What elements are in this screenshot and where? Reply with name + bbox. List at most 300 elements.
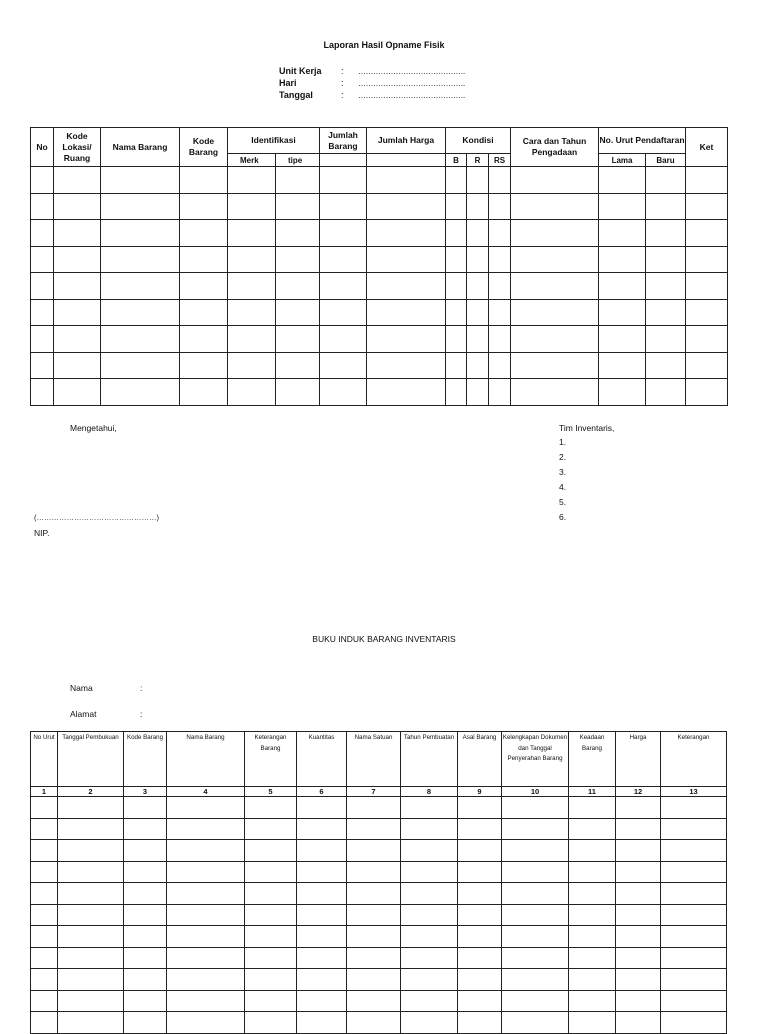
- table-cell: [511, 246, 599, 273]
- table-cell: [458, 926, 502, 948]
- table-cell: [245, 904, 297, 926]
- table-cell: [367, 379, 446, 406]
- table-cell: [276, 352, 320, 379]
- table-cell: [167, 1012, 245, 1034]
- table-cell: [367, 193, 446, 220]
- table-cell: [180, 379, 228, 406]
- table-cell: [124, 861, 167, 883]
- table-cell: [101, 352, 180, 379]
- table-cell: [347, 797, 401, 819]
- column-number: 8: [401, 787, 458, 797]
- alamat-label: Alamat: [70, 709, 97, 719]
- table-cell: [646, 193, 686, 220]
- header-cara-tahun: Cara dan Tahun Pengadaan: [511, 128, 599, 167]
- table-row: [31, 861, 727, 883]
- table-cell: [180, 220, 228, 247]
- header-kode-lokasi: Kode Lokasi/ Ruang: [54, 128, 101, 167]
- table-cell: [58, 818, 124, 840]
- table-cell: [511, 220, 599, 247]
- table-cell: [58, 947, 124, 969]
- column-number: 3: [124, 787, 167, 797]
- table-cell: [401, 904, 458, 926]
- table-cell: [511, 273, 599, 300]
- table-cell: [124, 904, 167, 926]
- table-cell: [320, 273, 367, 300]
- table-cell: [599, 220, 646, 247]
- table-cell: [245, 990, 297, 1012]
- tim-item: 3.: [559, 467, 567, 477]
- table-cell: [446, 299, 467, 326]
- table-cell: [124, 883, 167, 905]
- table-cell: [646, 273, 686, 300]
- table-cell: [228, 299, 276, 326]
- header-merk: Merk: [228, 154, 276, 167]
- table-cell: [569, 1012, 616, 1034]
- table-cell: [58, 969, 124, 991]
- table-cell: [489, 379, 511, 406]
- table-cell: [646, 167, 686, 194]
- table-cell: [646, 352, 686, 379]
- alamat-colon: :: [140, 709, 143, 719]
- table-cell: [167, 840, 245, 862]
- table-cell: [686, 273, 728, 300]
- table-cell: [101, 193, 180, 220]
- table-cell: [661, 861, 727, 883]
- table-cell: [320, 193, 367, 220]
- meta-dots-hari: …………………………………….: [358, 79, 465, 88]
- table-cell: [31, 883, 58, 905]
- table-cell: [58, 797, 124, 819]
- table-cell: [686, 352, 728, 379]
- table-cell: [276, 273, 320, 300]
- opname-table: [30, 127, 728, 406]
- table-cell: [502, 797, 569, 819]
- table-cell: [228, 246, 276, 273]
- buku-header: Kuantitas: [297, 732, 347, 787]
- table-cell: [661, 969, 727, 991]
- table-cell: [616, 818, 661, 840]
- table-cell: [367, 246, 446, 273]
- column-number: 1: [31, 787, 58, 797]
- table-cell: [167, 969, 245, 991]
- table-cell: [661, 818, 727, 840]
- table-cell: [31, 840, 58, 862]
- table-cell: [502, 947, 569, 969]
- meta-colon: :: [341, 90, 344, 100]
- table-cell: [467, 352, 489, 379]
- column-number: 5: [245, 787, 297, 797]
- table-cell: [31, 969, 58, 991]
- table-cell: [646, 326, 686, 353]
- table-row: [31, 969, 727, 991]
- column-number: 9: [458, 787, 502, 797]
- table-cell: [458, 883, 502, 905]
- table-cell: [616, 969, 661, 991]
- buku-header: Asal Barang: [458, 732, 502, 787]
- table-row: [31, 1012, 727, 1034]
- buku-title: BUKU INDUK BARANG INVENTARIS: [312, 634, 456, 644]
- header-baru: Baru: [646, 154, 686, 167]
- table-cell: [686, 326, 728, 353]
- column-number: 6: [297, 787, 347, 797]
- table-cell: [101, 246, 180, 273]
- table-cell: [511, 167, 599, 194]
- table-cell: [228, 193, 276, 220]
- table-cell: [502, 926, 569, 948]
- signature-line: (…………………………………………): [34, 513, 159, 522]
- table-row: [31, 947, 727, 969]
- table-cell: [661, 990, 727, 1012]
- table-cell: [180, 193, 228, 220]
- table-cell: [616, 926, 661, 948]
- table-cell: [101, 273, 180, 300]
- table-cell: [569, 840, 616, 862]
- table-cell: [58, 883, 124, 905]
- column-number: 4: [167, 787, 245, 797]
- table-cell: [228, 352, 276, 379]
- table-cell: [58, 926, 124, 948]
- table-cell: [31, 246, 54, 273]
- table-cell: [54, 326, 101, 353]
- table-cell: [101, 379, 180, 406]
- column-number: 13: [661, 787, 727, 797]
- table-cell: [167, 883, 245, 905]
- table-cell: [347, 840, 401, 862]
- table-cell: [367, 352, 446, 379]
- header-kode-barang: Kode Barang: [180, 128, 228, 167]
- column-number: 12: [616, 787, 661, 797]
- table-cell: [297, 861, 347, 883]
- table-cell: [276, 326, 320, 353]
- table-cell: [467, 379, 489, 406]
- buku-header: Tahun Pembuatan: [401, 732, 458, 787]
- table-cell: [686, 379, 728, 406]
- table-cell: [686, 167, 728, 194]
- table-cell: [297, 990, 347, 1012]
- table-cell: [347, 818, 401, 840]
- table-row: [31, 990, 727, 1012]
- table-cell: [599, 379, 646, 406]
- table-cell: [467, 326, 489, 353]
- table-cell: [167, 861, 245, 883]
- table-cell: [31, 947, 58, 969]
- buku-header: Keterangan Barang: [245, 732, 297, 787]
- table-cell: [31, 904, 58, 926]
- table-cell: [401, 818, 458, 840]
- table-cell: [31, 193, 54, 220]
- buku-header: Keadaan Barang: [569, 732, 616, 787]
- buku-induk-table: [30, 731, 727, 1034]
- table-cell: [367, 299, 446, 326]
- table-cell: [458, 947, 502, 969]
- table-cell: [458, 969, 502, 991]
- table-cell: [569, 818, 616, 840]
- tim-item: 2.: [559, 452, 567, 462]
- table-cell: [180, 299, 228, 326]
- table-row: [31, 273, 728, 300]
- table-cell: [320, 299, 367, 326]
- table-cell: [616, 1012, 661, 1034]
- table-cell: [686, 246, 728, 273]
- header-jumlah-harga-sub: [367, 154, 446, 167]
- table-cell: [401, 990, 458, 1012]
- table-cell: [616, 947, 661, 969]
- table-cell: [616, 797, 661, 819]
- tim-inventaris-label: Tim Inventaris,: [559, 423, 615, 433]
- column-number: 11: [569, 787, 616, 797]
- table-cell: [489, 193, 511, 220]
- table-cell: [446, 273, 467, 300]
- table-cell: [458, 797, 502, 819]
- table-cell: [245, 883, 297, 905]
- table-cell: [599, 193, 646, 220]
- table-cell: [31, 326, 54, 353]
- table-cell: [31, 273, 54, 300]
- table-cell: [101, 326, 180, 353]
- buku-header: Nama Barang: [167, 732, 245, 787]
- table-cell: [101, 167, 180, 194]
- table-cell: [297, 947, 347, 969]
- table-cell: [502, 1012, 569, 1034]
- table-cell: [31, 220, 54, 247]
- table-cell: [124, 818, 167, 840]
- table-cell: [167, 926, 245, 948]
- table-cell: [511, 352, 599, 379]
- table-row: [31, 167, 728, 194]
- table-cell: [58, 1012, 124, 1034]
- table-cell: [320, 352, 367, 379]
- meta-dots-tanggal: …………………………………….: [358, 91, 465, 100]
- nip-label: NIP.: [34, 528, 50, 538]
- table-cell: [569, 797, 616, 819]
- table-cell: [124, 840, 167, 862]
- table-cell: [297, 926, 347, 948]
- column-number: 10: [502, 787, 569, 797]
- table-cell: [31, 990, 58, 1012]
- table-cell: [446, 379, 467, 406]
- table-cell: [124, 969, 167, 991]
- table-cell: [599, 326, 646, 353]
- table-cell: [569, 969, 616, 991]
- table-cell: [54, 352, 101, 379]
- table-cell: [228, 326, 276, 353]
- table-cell: [31, 797, 58, 819]
- table-cell: [646, 246, 686, 273]
- table-cell: [167, 904, 245, 926]
- tim-item: 5.: [559, 497, 567, 507]
- table-cell: [467, 193, 489, 220]
- table-cell: [54, 167, 101, 194]
- header-b: B: [446, 154, 467, 167]
- table-row: [31, 246, 728, 273]
- header-lama: Lama: [599, 154, 646, 167]
- buku-header: Tanggal Pembukuan: [58, 732, 124, 787]
- table-cell: [54, 246, 101, 273]
- table-cell: [467, 299, 489, 326]
- table-cell: [276, 167, 320, 194]
- table-cell: [347, 904, 401, 926]
- table-cell: [489, 326, 511, 353]
- table-cell: [228, 273, 276, 300]
- table-cell: [54, 379, 101, 406]
- table-cell: [31, 1012, 58, 1034]
- buku-header: Kelengkapan Dokumen dan Tanggal Penyerahan Barang: [502, 732, 569, 787]
- table-cell: [458, 990, 502, 1012]
- table-cell: [646, 379, 686, 406]
- table-cell: [467, 220, 489, 247]
- table-cell: [245, 840, 297, 862]
- header-kondisi: Kondisi: [446, 128, 511, 154]
- table-cell: [502, 861, 569, 883]
- table-cell: [616, 990, 661, 1012]
- table-cell: [446, 193, 467, 220]
- table-cell: [320, 220, 367, 247]
- meta-label-tanggal: Tanggal: [279, 90, 313, 100]
- table-cell: [31, 352, 54, 379]
- table-cell: [297, 904, 347, 926]
- table-cell: [167, 947, 245, 969]
- table-cell: [367, 273, 446, 300]
- table-cell: [569, 990, 616, 1012]
- table-cell: [458, 818, 502, 840]
- table-cell: [458, 861, 502, 883]
- table-cell: [54, 193, 101, 220]
- buku-header: Kode Barang: [124, 732, 167, 787]
- header-r: R: [467, 154, 489, 167]
- table-cell: [320, 246, 367, 273]
- table-row: [31, 299, 728, 326]
- table-cell: [489, 246, 511, 273]
- table-cell: [502, 969, 569, 991]
- table-cell: [446, 167, 467, 194]
- table-cell: [347, 947, 401, 969]
- table-row: [31, 193, 728, 220]
- table-cell: [401, 840, 458, 862]
- meta-dots-unit-kerja: …………………………………….: [358, 67, 465, 76]
- table-cell: [661, 797, 727, 819]
- table-cell: [599, 352, 646, 379]
- table-cell: [458, 840, 502, 862]
- table-row: [31, 326, 728, 353]
- table-cell: [276, 193, 320, 220]
- table-cell: [458, 1012, 502, 1034]
- table-cell: [467, 273, 489, 300]
- table-cell: [661, 904, 727, 926]
- table-cell: [245, 947, 297, 969]
- table-cell: [228, 379, 276, 406]
- table-cell: [101, 299, 180, 326]
- table-cell: [276, 220, 320, 247]
- table-cell: [511, 193, 599, 220]
- table-cell: [599, 273, 646, 300]
- table-cell: [511, 379, 599, 406]
- table-cell: [367, 326, 446, 353]
- table-cell: [467, 167, 489, 194]
- table-cell: [31, 167, 54, 194]
- table-row: [31, 818, 727, 840]
- table-cell: [31, 926, 58, 948]
- table-cell: [167, 797, 245, 819]
- table-cell: [569, 926, 616, 948]
- table-cell: [646, 220, 686, 247]
- table-cell: [180, 326, 228, 353]
- header-rs: RS: [489, 154, 511, 167]
- table-cell: [180, 352, 228, 379]
- table-cell: [458, 904, 502, 926]
- table-cell: [502, 818, 569, 840]
- table-row: [31, 904, 727, 926]
- table-cell: [686, 299, 728, 326]
- header-tipe: tipe: [276, 154, 320, 167]
- table-cell: [54, 299, 101, 326]
- table-cell: [245, 818, 297, 840]
- tim-item: 4.: [559, 482, 567, 492]
- table-cell: [347, 1012, 401, 1034]
- table-cell: [320, 326, 367, 353]
- table-cell: [180, 167, 228, 194]
- header-no: No: [31, 128, 54, 167]
- table-cell: [446, 220, 467, 247]
- table-cell: [31, 299, 54, 326]
- table-cell: [58, 990, 124, 1012]
- table-cell: [467, 246, 489, 273]
- table-cell: [124, 1012, 167, 1034]
- header-jumlah-barang-sub: [320, 154, 367, 167]
- table-cell: [446, 246, 467, 273]
- table-cell: [367, 167, 446, 194]
- table-cell: [347, 969, 401, 991]
- table-cell: [297, 797, 347, 819]
- table-cell: [661, 926, 727, 948]
- table-cell: [276, 246, 320, 273]
- table-cell: [167, 818, 245, 840]
- header-no-urut: No. Urut Pendaftaran: [599, 128, 686, 154]
- table-cell: [446, 352, 467, 379]
- table-cell: [502, 840, 569, 862]
- table-cell: [401, 883, 458, 905]
- table-cell: [569, 947, 616, 969]
- table-cell: [124, 797, 167, 819]
- table-cell: [297, 818, 347, 840]
- table-cell: [661, 1012, 727, 1034]
- table-cell: [569, 883, 616, 905]
- table-cell: [599, 299, 646, 326]
- table-cell: [661, 947, 727, 969]
- table-cell: [101, 220, 180, 247]
- table-cell: [276, 299, 320, 326]
- table-cell: [661, 840, 727, 862]
- mengetahui-label: Mengetahui,: [70, 423, 117, 433]
- table-row: [31, 220, 728, 247]
- table-cell: [124, 926, 167, 948]
- table-cell: [228, 167, 276, 194]
- meta-label-unit-kerja: Unit Kerja: [279, 66, 322, 76]
- table-cell: [245, 926, 297, 948]
- table-cell: [245, 1012, 297, 1034]
- table-cell: [297, 969, 347, 991]
- table-cell: [347, 990, 401, 1012]
- table-cell: [616, 883, 661, 905]
- column-number: 7: [347, 787, 401, 797]
- tim-item: 1.: [559, 437, 567, 447]
- table-cell: [401, 861, 458, 883]
- table-cell: [401, 797, 458, 819]
- table-cell: [489, 220, 511, 247]
- table-row: [31, 883, 727, 905]
- meta-colon: :: [341, 66, 344, 76]
- table-cell: [31, 379, 54, 406]
- tim-item: 6.: [559, 512, 567, 522]
